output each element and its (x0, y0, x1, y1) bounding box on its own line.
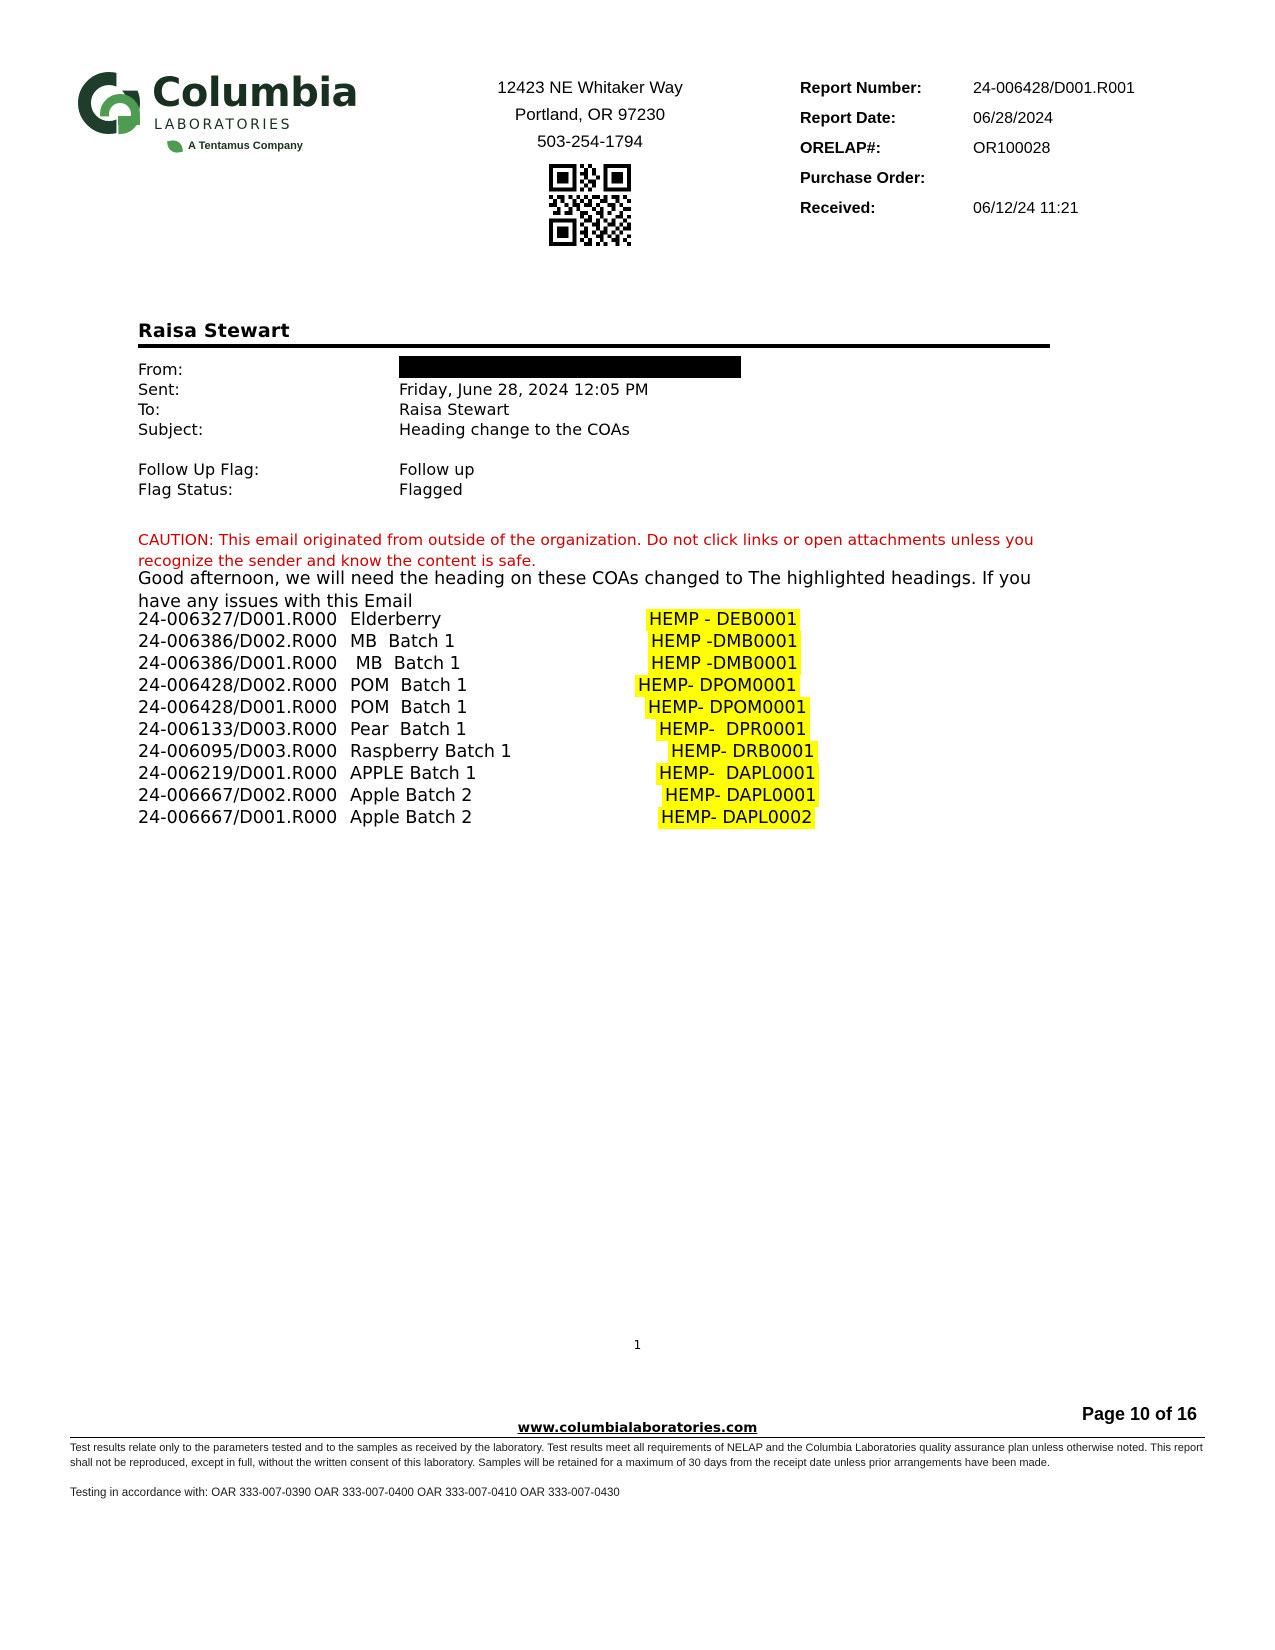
coa-sample-name: POM Batch 1 (350, 676, 468, 696)
coa-new-heading: HEMP -DMB0001 (648, 631, 801, 653)
report-header (0, 60, 1275, 240)
email-intro-text: Good afternoon, we will need the heading on these COAs changed to The highlighted headings. If you have any issues with this Email (138, 569, 1032, 612)
coa-code: 24-006428/D001.R000 (138, 698, 338, 718)
meta-label: Purchase Order: (800, 170, 926, 187)
meta-row (800, 104, 1220, 134)
field-label: From: (138, 360, 184, 379)
redacted-sender (399, 356, 741, 378)
list-item (138, 698, 1078, 720)
field-label: Subject: (138, 420, 204, 439)
list-item (138, 610, 1078, 632)
coa-code: 24-006219/D001.R000 (138, 764, 338, 784)
external-email-caution: CAUTION: This email originated from outside of the organization. Do not click links or open attachments unless you recognize the sender and know the content is safe. (138, 531, 1034, 570)
coa-new-heading: HEMP - DEB0001 (646, 609, 800, 631)
field-value: Follow up (399, 460, 475, 479)
email-page-marker: 1 (633, 1338, 642, 1352)
email-recipient-title: Raisa Stewart (138, 320, 290, 342)
list-item (138, 764, 1078, 786)
coa-sample-name: Apple Batch 2 (350, 786, 473, 806)
company-logo (78, 72, 378, 162)
coa-code: 24-006327/D001.R000 (138, 610, 338, 630)
meta-row (800, 194, 1220, 224)
footer-disclaimer: Test results relate only to the parameters tested and to the samples as received by the laboratory. Test results meet all requirements of NELAP and the Columbia Laboratories quality assurance plan unless otherwise noted. This report shall not be reproduced, except in full, without the written consent of this laboratory. Samples will be retained for a maximum of 30 days from the receipt date unless prior arrangements have been made. (70, 1442, 1203, 1469)
meta-label: Report Date: (800, 110, 897, 127)
email-field-from (138, 360, 1058, 380)
coa-sample-name: Pear Batch 1 (350, 720, 467, 740)
field-label: Flag Status: (138, 480, 234, 499)
field-value: Heading change to the COAs (399, 420, 630, 439)
list-item (138, 808, 1078, 830)
field-label: Follow Up Flag: (138, 460, 260, 479)
footer-testing-accreditation: Testing in accordance with: OAR 333-007-0390 OAR 333-007-0400 OAR 333-007-0410 OAR 333-007-0430 (70, 1487, 620, 1499)
meta-row (800, 164, 1220, 194)
meta-value: 06/28/2024 (973, 110, 1054, 127)
coa-new-heading: HEMP- DPOM0001 (645, 697, 810, 719)
list-item (138, 676, 1078, 698)
field-value: Raisa Stewart (399, 400, 510, 419)
coa-code: 24-006095/D003.R000 (138, 742, 338, 762)
coa-new-heading: HEMP- DAPL0001 (662, 785, 819, 807)
coa-heading-change-list (138, 610, 1078, 830)
meta-row (800, 74, 1220, 104)
leaf-icon (167, 139, 183, 154)
company-name: Columbia (152, 70, 359, 116)
coa-code: 24-006428/D002.R000 (138, 676, 338, 696)
email-field-follow-up-flag (138, 460, 1058, 480)
list-item (138, 654, 1078, 676)
email-field-to (138, 400, 1058, 420)
address-line-2: Portland, OR 97230 (514, 105, 666, 124)
email-field-sent (138, 380, 1058, 400)
meta-label: Report Number: (800, 80, 922, 97)
coa-new-heading: HEMP -DMB0001 (648, 653, 801, 675)
coa-sample-name: MB Batch 1 (350, 632, 456, 652)
coa-new-heading: HEMP- DPOM0001 (635, 675, 800, 697)
page-number: Page 10 of 16 (1081, 1404, 1197, 1424)
meta-value: OR100028 (973, 140, 1051, 157)
email-field-flag-status (138, 480, 1058, 500)
field-value: Friday, June 28, 2024 12:05 PM (399, 380, 649, 399)
divider (138, 344, 1050, 348)
coa-new-heading: HEMP- DAPL0002 (658, 807, 815, 829)
field-label: To: (138, 400, 161, 419)
coa-sample-name: MB Batch 1 (350, 654, 461, 674)
meta-value: 24-006428/D001.R001 (973, 80, 1135, 97)
meta-label: ORELAP#: (800, 140, 881, 157)
columbia-logo-icon (78, 72, 140, 134)
coa-code: 24-006667/D001.R000 (138, 808, 338, 828)
company-subtitle: LABORATORIES (154, 117, 293, 133)
list-item (138, 786, 1078, 808)
company-tagline: A Tentamus Company (188, 140, 303, 152)
meta-value: 06/12/24 11:21 (973, 200, 1079, 217)
list-item (138, 632, 1078, 654)
report-metadata (800, 74, 1220, 224)
email-headers (138, 360, 1058, 500)
address-phone: 503-254-1794 (537, 132, 643, 151)
field-label: Sent: (138, 380, 180, 399)
qr-code-icon (549, 164, 631, 246)
company-address (420, 74, 760, 155)
coa-new-heading: HEMP- DRB0001 (668, 741, 818, 763)
address-line-1: 12423 NE Whitaker Way (497, 78, 683, 97)
list-item (138, 720, 1078, 742)
meta-row (800, 134, 1220, 164)
coa-code: 24-006133/D003.R000 (138, 720, 338, 740)
coa-new-heading: HEMP- DAPL0001 (656, 763, 819, 785)
meta-label: Received: (800, 200, 876, 217)
coa-sample-name: Elderberry (350, 610, 442, 630)
coa-new-heading: HEMP- DPR0001 (656, 719, 810, 741)
coa-sample-name: Raspberry Batch 1 (350, 742, 512, 762)
footer-divider (70, 1437, 1205, 1438)
coa-sample-name: Apple Batch 2 (350, 808, 473, 828)
field-value: Flagged (399, 480, 463, 499)
coa-code: 24-006667/D002.R000 (138, 786, 338, 806)
coa-sample-name: APPLE Batch 1 (350, 764, 477, 784)
email-field-subject (138, 420, 1058, 440)
coa-code: 24-006386/D001.R000 (138, 654, 338, 674)
coa-sample-name: POM Batch 1 (350, 698, 468, 718)
coa-code: 24-006386/D002.R000 (138, 632, 338, 652)
list-item (138, 742, 1078, 764)
website-link[interactable]: www.columbialaboratories.com (517, 1420, 758, 1436)
